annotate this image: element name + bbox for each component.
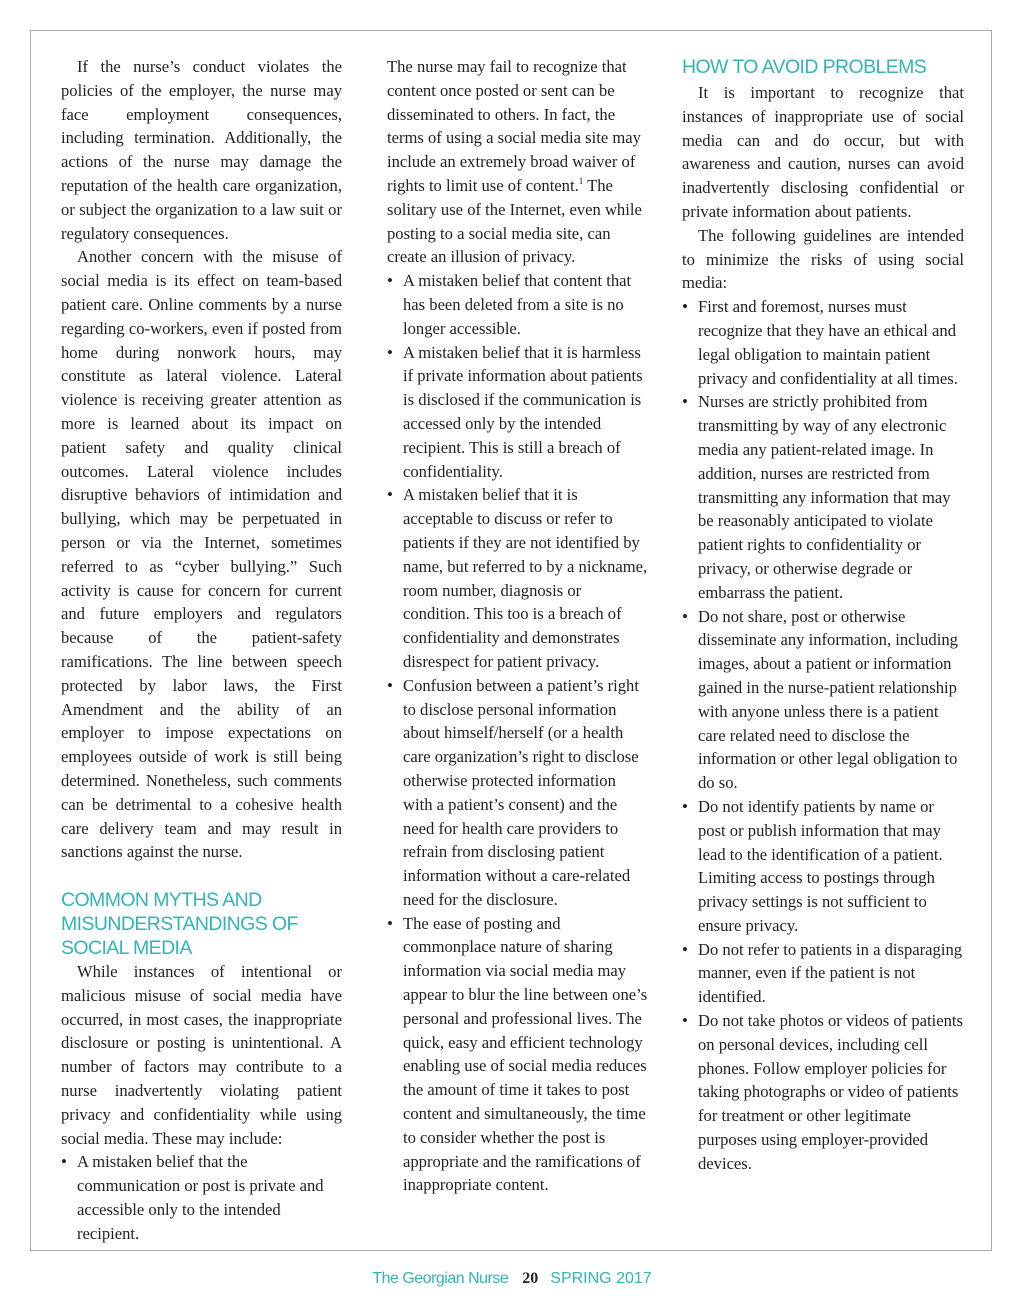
paragraph: [387, 55, 649, 269]
footnote-reference: 1: [578, 175, 584, 186]
page-footer: [0, 1268, 1024, 1290]
page-number: 20: [522, 1270, 539, 1287]
bullet-list: [61, 1150, 342, 1245]
list-item: • Do not take photos or videos of patients on personal devices, including cell phones. Follow employer policies for taking photographs or video of patients for treatment or other legitimate purposes using employer-provided devices.: [682, 1009, 964, 1176]
issue-date: SPRING 2017: [550, 1270, 652, 1287]
list-item: • Nurses are strictly prohibited from transmitting by way of any electronic media any patient-related image. In addition, nurses are restricted from transmitting any information that may be reasonably anticipated to violate patient rights to confidentiality or privacy, or otherwise degrade or embarrass the patient.: [682, 390, 964, 604]
list-item: • A mistaken belief that it is acceptable to discuss or refer to patients if they are not identified by name, but referred to by a nickname, room number, diagnosis or condition. This too is a breach of confidentiality and demonstrates disrespect for patient privacy.: [387, 483, 649, 673]
list-item: • The ease of posting and commonplace nature of sharing information via social media may appear to blur the line between one’s personal and professional lives. The quick, easy and efficient technology enabling use of social media reduces the amount of time it takes to post content and simultaneously, the time to consider whether the post is appropriate and the ramifications of inappropriate content.: [387, 912, 649, 1198]
magazine-name: The Georgian Nurse: [372, 1270, 509, 1287]
section-heading-avoid-problems: HOW TO AVOID PROBLEMS: [682, 56, 927, 78]
paragraph-text: The nurse may fail to recognize that content once posted or sent can be disseminated to others. In fact, the terms of using a social media site may include an extremely broad waiver of rights to limit use of content.: [387, 57, 641, 195]
bullet-list: [387, 269, 649, 1197]
paragraph: It is important to recognize that instances of inappropriate use of social media can and do occur, but with awareness and caution, nurses can avoid inadvertently disclosing confidential or private information about patients.: [682, 83, 964, 221]
paragraph: Another concern with the misuse of social media is its effect on team-based patient care. Online comments by a nurse regarding co-workers, even if posted from home during nonwork hours, may constitute as lateral violence. Lateral violence is receiving greater attention as more is learned about its impact on patient safety and quality clinical outcomes. Lateral violence includes disruptive behaviors of intimidation and bullying, which may be perpetuated in person or via the Internet, sometimes referred to as “cyber bullying.” Such activity is cause for concern for current and future employers and regulators because of the patient-safety ramifications. The line between speech protected by labor laws, the First Amendment and the ability of an employer to impose expectations on employees outside of work is still being determined. Nonetheless, such comments can be detrimental to a cohesive health care delivery team and may result in sanctions against the nurse.: [61, 247, 342, 862]
column-1: [61, 55, 342, 1246]
list-item: • A mistaken belief that the communication or post is private and accessible only to the intended recipient.: [61, 1150, 342, 1245]
column-2: [387, 55, 649, 1197]
list-item: • Confusion between a patient’s right to disclose personal information about himself/herself (or a health care organization’s right to disclose otherwise protected information with a patient’s consent) and the need for health care providers to refrain from disclosing patient information without a care-related need for the disclosure.: [387, 674, 649, 912]
bullet-list: [682, 295, 964, 1175]
list-item: • Do not share, post or otherwise disseminate any information, including images, about a patient or information gained in the nurse-patient relationship with anyone unless there is a patient care related need to disclose the information or other legal obligation to do so.: [682, 605, 964, 795]
section-heading-myths: COMMON MYTHS AND MISUNDERSTANDINGS OF SOCIAL MEDIA: [61, 889, 298, 960]
paragraph-text: The solitary use of the Internet, even while posting to a social media site, can create an illusion of privacy.: [387, 175, 642, 267]
list-item: • Do not identify patients by name or post or publish information that may lead to the identification of a patient. Limiting access to postings through privacy settings is not sufficient to ensure privacy.: [682, 795, 964, 938]
list-item: • First and foremost, nurses must recognize that they have an ethical and legal obligation to maintain patient privacy and confidentiality at all times.: [682, 295, 964, 390]
paragraph: While instances of intentional or malicious misuse of social media have occurred, in most cases, the inappropriate disclosure or posting is unintentional. A number of factors may contribute to a nurse inadvertently violating patient privacy and confidentiality while using social media. These may include:: [61, 962, 342, 1148]
list-item: • A mistaken belief that it is harmless if private information about patients is disclosed if the communication is accessed only by the intended recipient. This is still a breach of confidentiality.: [387, 341, 649, 484]
column-3: [682, 55, 964, 1176]
paragraph: If the nurse’s conduct violates the policies of the employer, the nurse may face employment consequences, including termination. Additionally, the actions of the nurse may damage the reputation of the health care organization, or subject the organization to a law suit or regulatory consequences.: [61, 57, 342, 243]
list-item: • A mistaken belief that content that has been deleted from a site is no longer accessible.: [387, 269, 649, 340]
list-item: • Do not refer to patients in a disparaging manner, even if the patient is not identified.: [682, 938, 964, 1009]
paragraph: The following guidelines are intended to minimize the risks of using social media:: [682, 225, 964, 293]
